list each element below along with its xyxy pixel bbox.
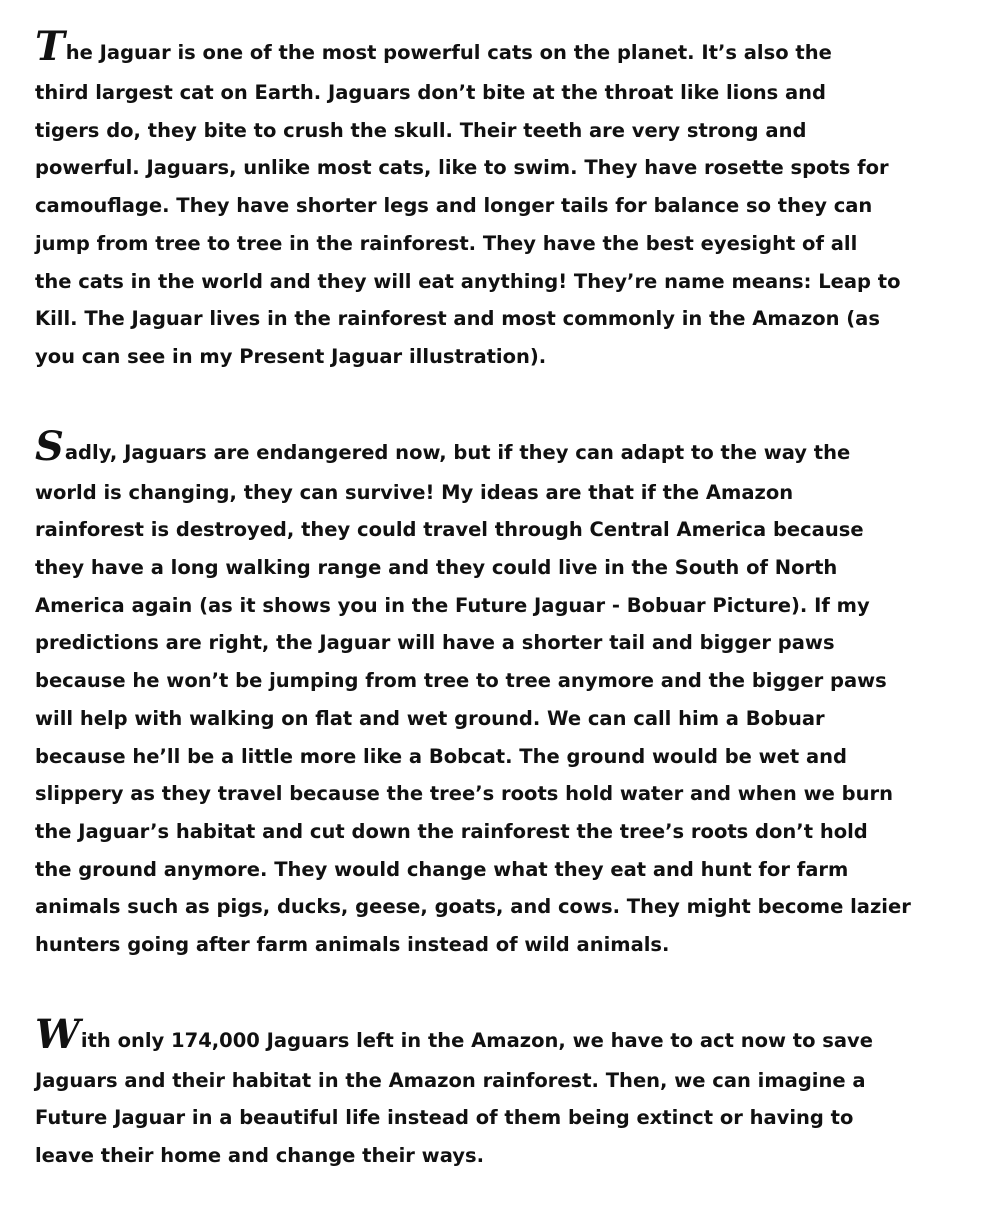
paragraph-line: Jaguars and their habitat in the Amazon rainforest. Then, we can imagine a — [35, 1068, 866, 1092]
paragraph-line: leave their home and change their ways. — [35, 1144, 484, 1168]
paragraph-line: Future Jaguar in a beautiful life instead of them being extinct or having to — [35, 1106, 854, 1130]
paragraph-line: jump from tree to tree in the rainforest. They have the best eyesight of all — [35, 231, 858, 255]
paragraph-endangered — [35, 422, 965, 964]
paragraph-line: camouflage. They have shorter legs and longer tails for balance so they can — [35, 194, 873, 218]
paragraph-line: slippery as they travel because the tree’s roots hold water and when we burn — [35, 782, 893, 806]
paragraph-line: hunters going after farm animals instead of wild animals. — [35, 933, 670, 957]
paragraph-line: the cats in the world and they will eat anything! They’re name means: Leap to — [35, 269, 901, 293]
paragraph-line: Sadly, Jaguars are endangered now, but if they can adapt to the way the — [35, 422, 851, 470]
drop-cap: S — [35, 422, 64, 470]
paragraph-line: world is changing, they can survive! My ideas are that if the Amazon — [35, 480, 794, 504]
paragraph-line: America again (as it shows you in the Future Jaguar - Bobuar Picture). If my — [35, 593, 870, 617]
paragraph-line: will help with walking on flat and wet ground. We can call him a Bobuar — [35, 706, 825, 730]
drop-cap: T — [35, 23, 65, 70]
paragraph-line: third largest cat on Earth. Jaguars don’t bite at the throat like lions and — [35, 81, 827, 104]
paragraph-jaguar-facts — [35, 23, 965, 376]
paragraph-line: The Jaguar is one of the most powerful cats on the planet. It’s also the — [35, 23, 832, 70]
paragraph-line: powerful. Jaguars, unlike most cats, like to swim. They have rosette spots for — [35, 156, 889, 180]
paragraph-line: the ground anymore. They would change what they eat and hunt for farm — [35, 857, 849, 881]
paragraph-line: rainforest is destroyed, they could travel through Central America because — [35, 518, 864, 542]
paragraph-line: Kill. The Jaguar lives in the rainforest and most commonly in the Amazon (as — [35, 307, 880, 331]
paragraph-line: because he won’t be jumping from tree to tree anymore and the bigger paws — [35, 669, 887, 693]
paragraph-line: you can see in my Present Jaguar illustration). — [35, 344, 547, 368]
document-body — [35, 23, 965, 1175]
paragraph-conclusion — [35, 1010, 965, 1175]
paragraph-line: animals such as pigs, ducks, geese, goats, and cows. They might become lazier — [35, 895, 911, 919]
drop-cap: W — [35, 1010, 80, 1058]
paragraph-line: they have a long walking range and they could live in the South of North — [35, 556, 838, 580]
paragraph-line: With only 174,000 Jaguars left in the Amazon, we have to act now to save — [35, 1010, 873, 1058]
paragraph-line: tigers do, they bite to crush the skull. Their teeth are very strong and — [35, 118, 807, 142]
paragraph-line: because he’ll be a little more like a Bobcat. The ground would be wet and — [35, 744, 848, 768]
paragraph-line: predictions are right, the Jaguar will have a shorter tail and bigger paws — [35, 631, 835, 655]
paragraph-line: the Jaguar’s habitat and cut down the rainforest the tree’s roots don’t hold — [35, 819, 868, 843]
